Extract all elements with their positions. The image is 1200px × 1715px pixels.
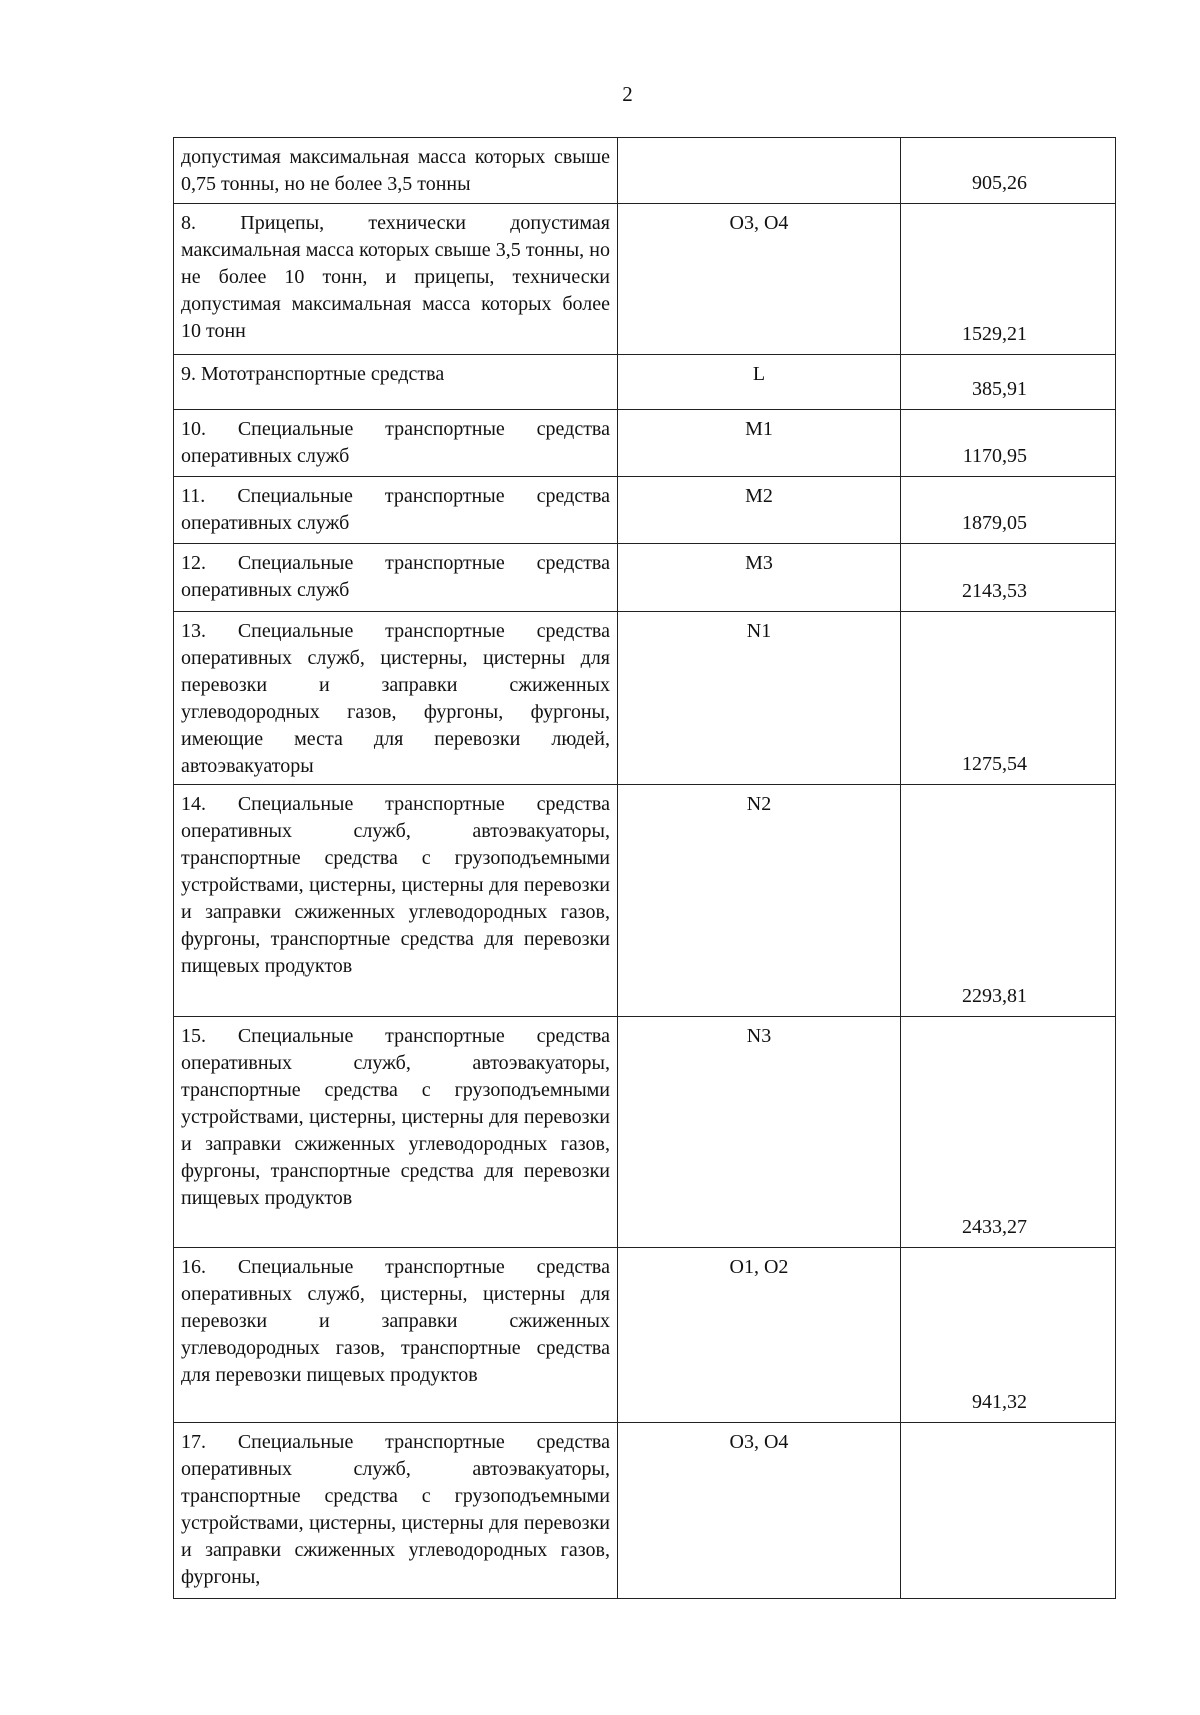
vehicle-category: N1 bbox=[618, 612, 901, 785]
vehicle-category: N3 bbox=[618, 1017, 901, 1248]
tariff-value bbox=[901, 1423, 1116, 1599]
vehicle-category: О3, О4 bbox=[618, 1423, 901, 1599]
vehicle-description: 17. Специальные транспортные средства оперативных служб, автоэвакуаторы, транспортные средства с грузоподъемными устройствами, цистерны, цистерны для перевозки и заправки сжиженных углеводородных газов, фургоны, bbox=[174, 1423, 618, 1599]
vehicle-description: 15. Специальные транспортные средства оперативных служб, автоэвакуаторы, транспортные средства с грузоподъемными устройствами, цистерны, цистерны для перевозки и заправки сжиженных углеводородных газов, фургоны, транспортные средства для перевозки пищевых продуктов bbox=[174, 1017, 618, 1248]
vehicle-category bbox=[618, 138, 901, 204]
table-row bbox=[174, 138, 1116, 204]
vehicle-description: 12. Специальные транспортные средства оперативных служб bbox=[174, 544, 618, 612]
table-row bbox=[174, 1017, 1116, 1248]
table-row bbox=[174, 355, 1116, 410]
vehicle-description: 14. Специальные транспортные средства оперативных служб, автоэвакуаторы, транспортные средства с грузоподъемными устройствами, цистерны, цистерны для перевозки и заправки сжиженных углеводородных газов, фургоны, транспортные средства для перевозки пищевых продуктов bbox=[174, 785, 618, 1017]
vehicle-category: О3, О4 bbox=[618, 204, 901, 355]
vehicle-category: О1, О2 bbox=[618, 1248, 901, 1423]
vehicle-description: 8. Прицепы, технически допустимая максимальная масса которых свыше 3,5 тонны, но не более 10 тонн, и прицепы, технически допустимая максимальная масса которых более 10 тонн bbox=[174, 204, 618, 355]
page-number: 2 bbox=[622, 82, 633, 106]
table-row bbox=[174, 477, 1116, 544]
vehicle-description: 11. Специальные транспортные средства оперативных служб bbox=[174, 477, 618, 544]
vehicle-category: L bbox=[618, 355, 901, 410]
vehicle-description: 13. Специальные транспортные средства оперативных служб, цистерны, цистерны для перевозки и заправки сжиженных углеводородных газов, фургоны, фургоны, имеющие места для перевозки людей, автоэвакуаторы bbox=[174, 612, 618, 785]
tariff-value: 2433,27 bbox=[901, 1017, 1116, 1248]
table-row bbox=[174, 785, 1116, 1017]
tariff-value: 2143,53 bbox=[901, 544, 1116, 612]
vehicle-category: M3 bbox=[618, 544, 901, 612]
vehicle-description: 10. Специальные транспортные средства оперативных служб bbox=[174, 410, 618, 477]
tariff-value: 1879,05 bbox=[901, 477, 1116, 544]
table-row bbox=[174, 204, 1116, 355]
table-row bbox=[174, 410, 1116, 477]
vehicle-category: M2 bbox=[618, 477, 901, 544]
table-row bbox=[174, 1423, 1116, 1599]
table-row bbox=[174, 544, 1116, 612]
vehicle-category: M1 bbox=[618, 410, 901, 477]
vehicle-description: допустимая максимальная масса которых свыше 0,75 тонны, но не более 3,5 тонны bbox=[174, 138, 618, 204]
tariff-value: 941,32 bbox=[901, 1248, 1116, 1423]
tariff-value: 1529,21 bbox=[901, 204, 1116, 355]
tariff-table bbox=[173, 137, 1116, 1599]
tariff-value: 385,91 bbox=[901, 355, 1116, 410]
table-row bbox=[174, 1248, 1116, 1423]
tariff-value: 905,26 bbox=[901, 138, 1116, 204]
tariff-value: 2293,81 bbox=[901, 785, 1116, 1017]
vehicle-description: 16. Специальные транспортные средства оперативных служб, цистерны, цистерны для перевозки и заправки сжиженных углеводородных газов, транспортные средства для перевозки пищевых продуктов bbox=[174, 1248, 618, 1423]
tariff-value: 1275,54 bbox=[901, 612, 1116, 785]
vehicle-description: 9. Мототранспортные средства bbox=[174, 355, 618, 410]
vehicle-category: N2 bbox=[618, 785, 901, 1017]
tariff-value: 1170,95 bbox=[901, 410, 1116, 477]
table-row bbox=[174, 612, 1116, 785]
